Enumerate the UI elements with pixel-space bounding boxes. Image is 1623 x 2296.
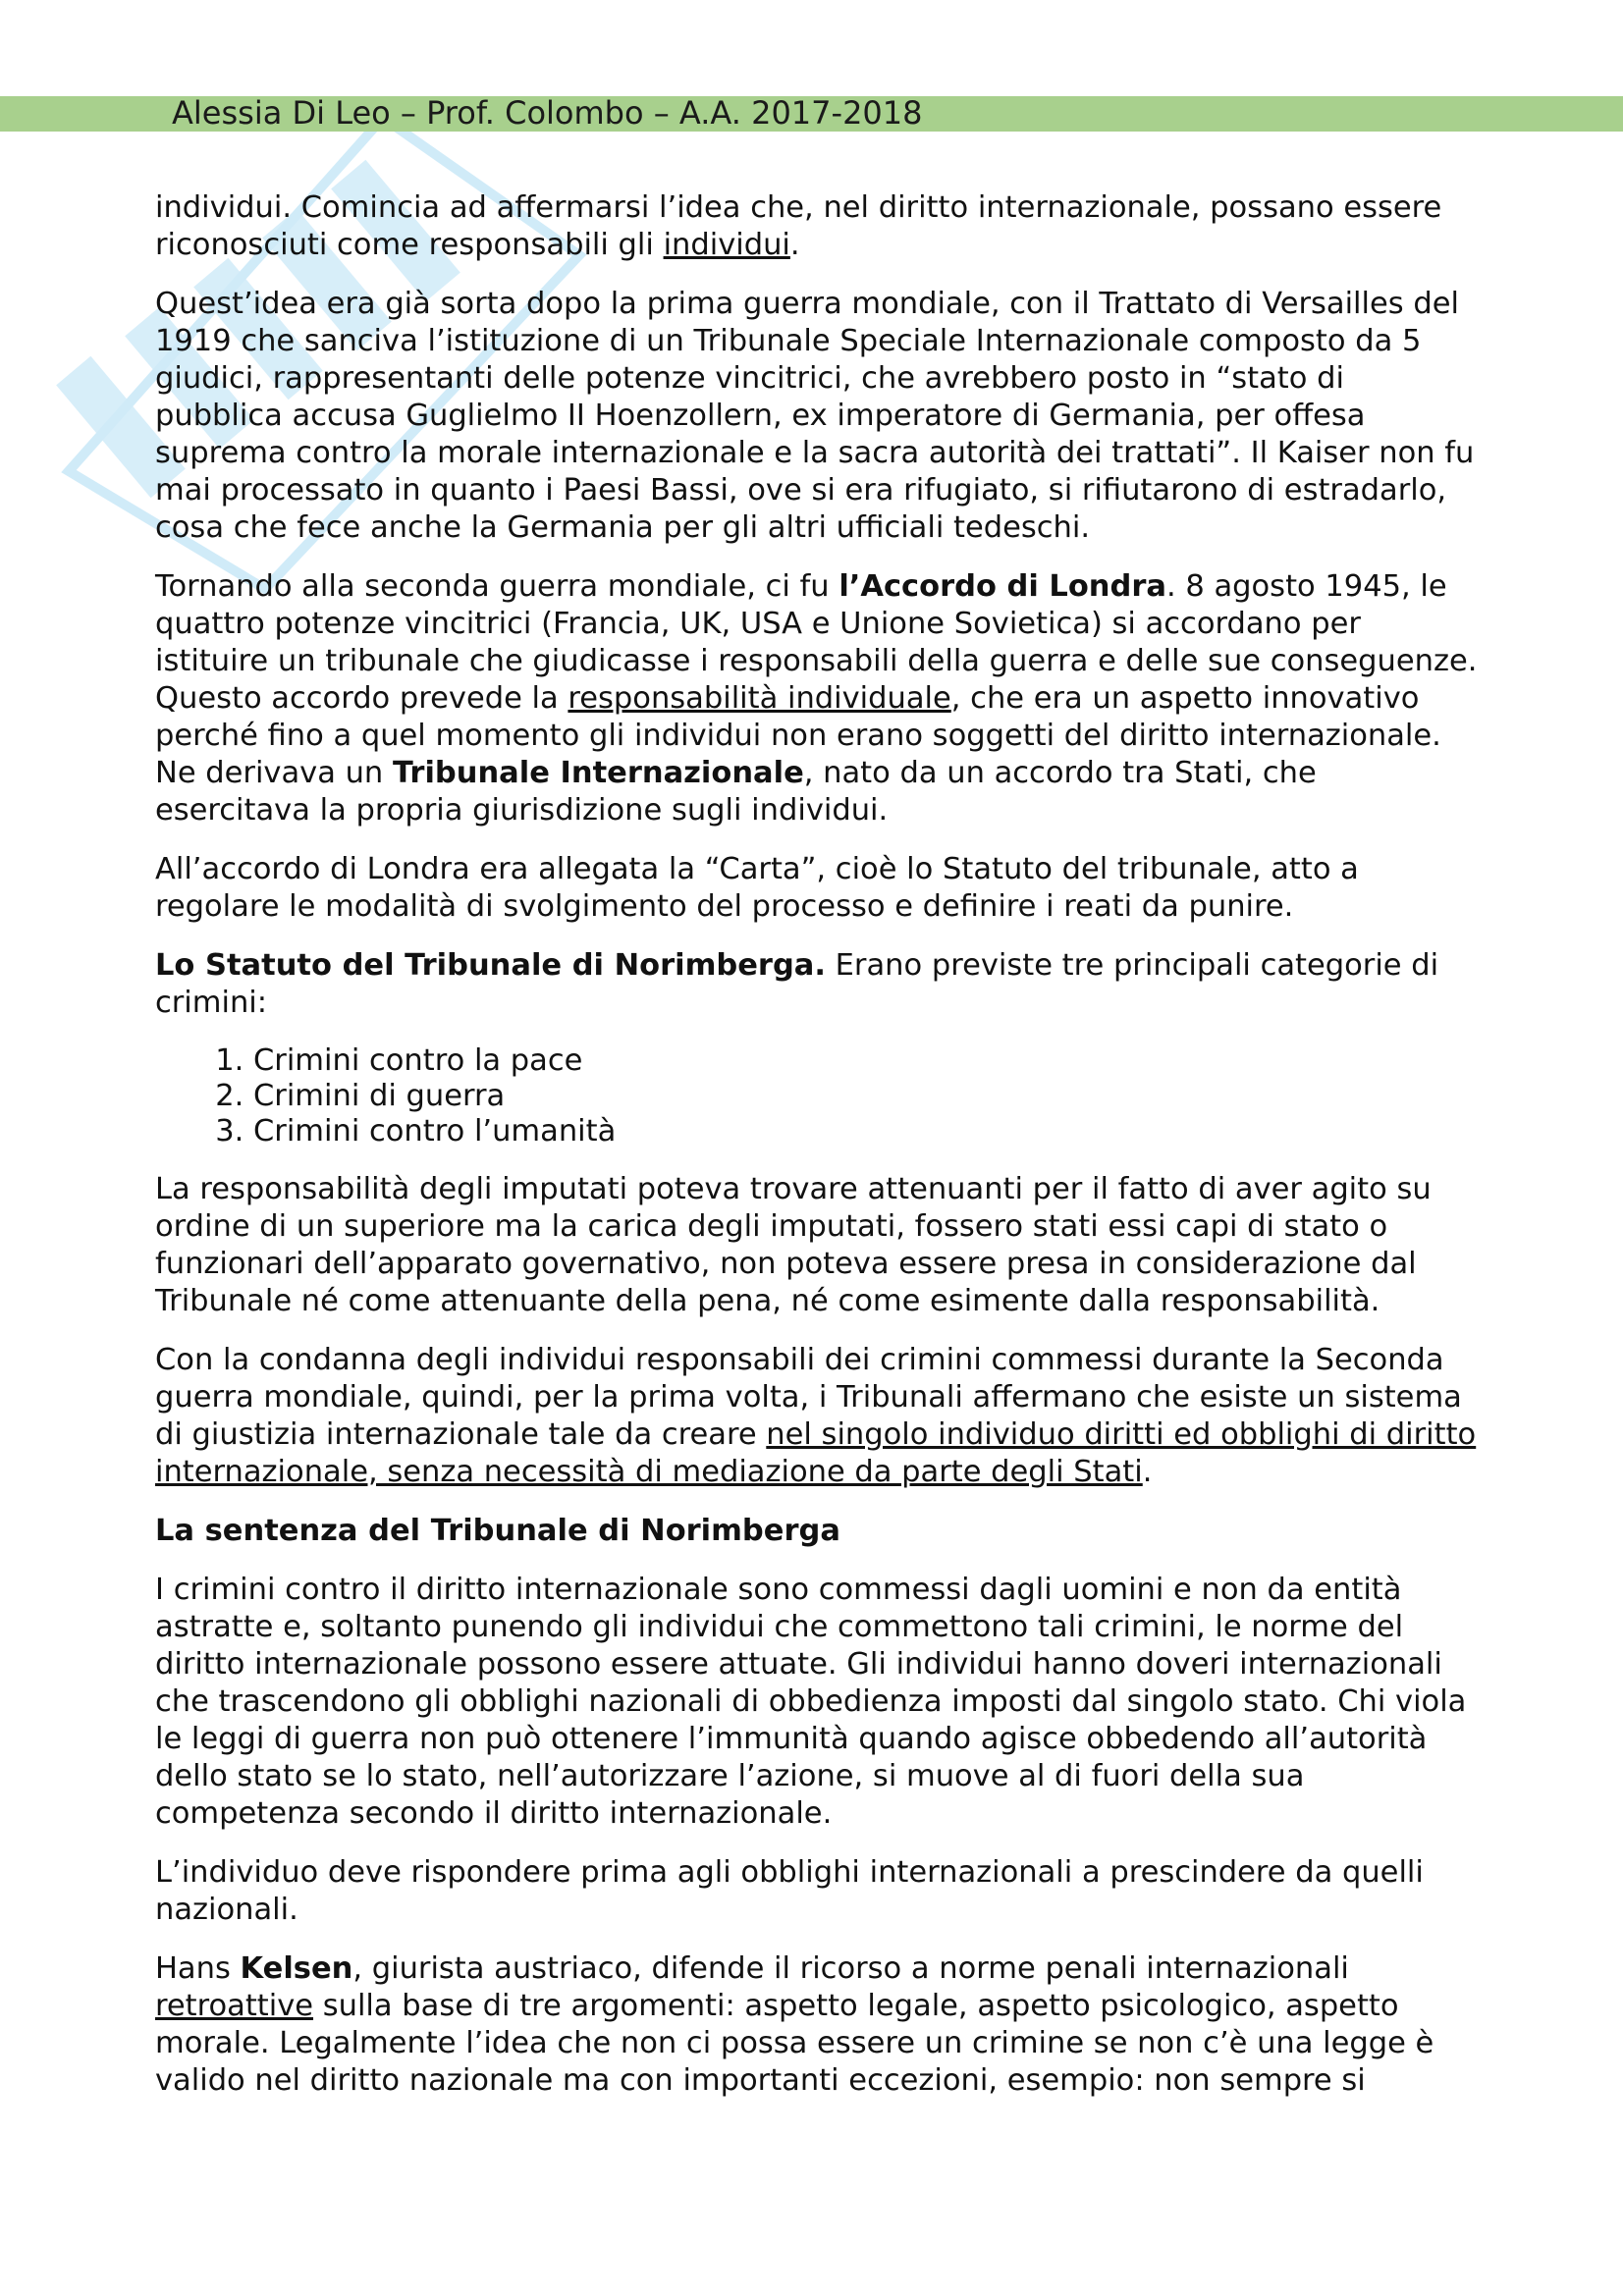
bold-text: Kelsen — [240, 1951, 353, 1986]
underlined-text: responsabilità individuale — [568, 681, 951, 716]
list-item: 3. Crimini contro l’umanità — [253, 1114, 1481, 1149]
paragraph: Lo Statuto del Tribunale di Norimberga. Erano previste tre principali categorie di crimini: — [155, 948, 1439, 1020]
bold-text: l’Accordo di Londra — [839, 569, 1166, 604]
list-item: 2. Crimini di guerra — [253, 1079, 1481, 1114]
paragraph: I crimini contro il diritto internazionale sono commessi dagli uomini e non da entità astratte e, soltanto punendo gli individui che commettono tali crimini, le norme del diritto internazionale possono essere attuate. Gli individui hanno doveri internazionali che trascendono gli obblighi nazionali di obbedienza imposti dal singolo stato. Chi viola le leggi di guerra non può ottenere l’immunità quando agisce obbedendo all’autorità dello stato se lo stato, nell’autorizzare l’azione, si muove al di fuori della sua competenza secondo il diritto internazionale. — [155, 1573, 1467, 1831]
document-body — [155, 189, 1481, 2121]
underlined-text: individui — [663, 228, 790, 262]
paragraph: Hans Kelsen, giurista austriaco, difende il ricorso a norme penali internazionali retroattive sulla base di tre argomenti: aspetto legale, aspetto psicologico, aspetto morale. Legalmente l’idea che non ci possa essere un crimine se non c’è una legge è valido nel diritto nazionale ma con importanti eccezioni, esempio: non sempre si — [155, 1951, 1434, 2098]
paragraph: La responsabilità degli imputati poteva trovare attenuanti per il fatto di aver agito su ordine di un superiore ma la carica degli imputati, fossero stati essi capi di stato o funzionari dell’apparato governativo, non poteva essere presa in considerazione dal Tribunale né come attenuante della pena, né come esimente dalla responsabilità. — [155, 1172, 1432, 1318]
list-item: 1. Crimini contro la pace — [253, 1043, 1481, 1079]
crime-categories-list — [155, 1043, 1481, 1149]
section-heading: La sentenza del Tribunale di Norimberga — [155, 1514, 840, 1548]
paragraph: individui. Comincia ad affermarsi l’idea che, nel diritto internazionale, possano essere riconosciuti come responsabili gli individui. — [155, 190, 1442, 262]
bold-text: Tribunale Internazionale — [392, 756, 804, 790]
paragraph: Con la condanna degli individui responsabili dei crimini commessi durante la Seconda guerra mondiale, quindi, per la prima volta, i Tribunali affermano che esiste un sistema di giustizia internazionale tale da creare nel singolo individuo diritti ed obblighi di diritto internazionale, senza necessità di mediazione da parte degli Stati. — [155, 1343, 1477, 1489]
paragraph: All’accordo di Londra era allegata la “Carta”, cioè lo Statuto del tribunale, atto a regolare le modalità di svolgimento del processo e definire i reati da punire. — [155, 852, 1359, 924]
paragraph: Tornando alla seconda guerra mondiale, ci fu l’Accordo di Londra. 8 agosto 1945, le quattro potenze vincitrici (Francia, UK, USA e Unione Sovietica) si accordano per istituire un tribunale che giudicasse i responsabili della guerra e delle sue conseguenze. Questo accordo prevede la responsabilità individuale, che era un aspetto innovativo perché fino a quel momento gli individui non erano soggetti del diritto internazionale. Ne derivava un Tribunale Internazionale, nato da un accordo tra Stati, che esercitava la propria giurisdizione sugli individui. — [155, 569, 1478, 828]
underlined-text: retroattive — [155, 1989, 314, 2023]
paragraph: Quest’idea era già sorta dopo la prima guerra mondiale, con il Trattato di Versailles del 1919 che sanciva l’istituzione di un Tribunale Speciale Internazionale composto da 5 giudici, rappresentanti delle potenze vincitrici, che avrebbero posto in “stato di pubblica accusa Guglielmo II Hoenzollern, ex imperatore di Germania, per offesa suprema contro la morale internazionale e la sacra autorità dei trattati”. Il Kaiser non fu mai processato in quanto i Paesi Bassi, ove si era rifugiato, si rifiutarono di estradarlo, cosa che fece anche la Germania per gli altri ufficiali tedeschi. — [155, 287, 1475, 545]
paragraph: L’individuo deve rispondere prima agli obblighi internazionali a prescindere da quelli nazionali. — [155, 1855, 1424, 1927]
underlined-text: nel singolo individuo diritti ed obblighi di diritto internazionale, senza necessità di mediazione da parte degli Stati — [155, 1417, 1477, 1489]
bold-text: Lo Statuto del Tribunale di Norimberga. — [155, 948, 826, 983]
page-header: Alessia Di Leo – Prof. Colombo – A.A. 2017-2018 — [172, 94, 923, 132]
